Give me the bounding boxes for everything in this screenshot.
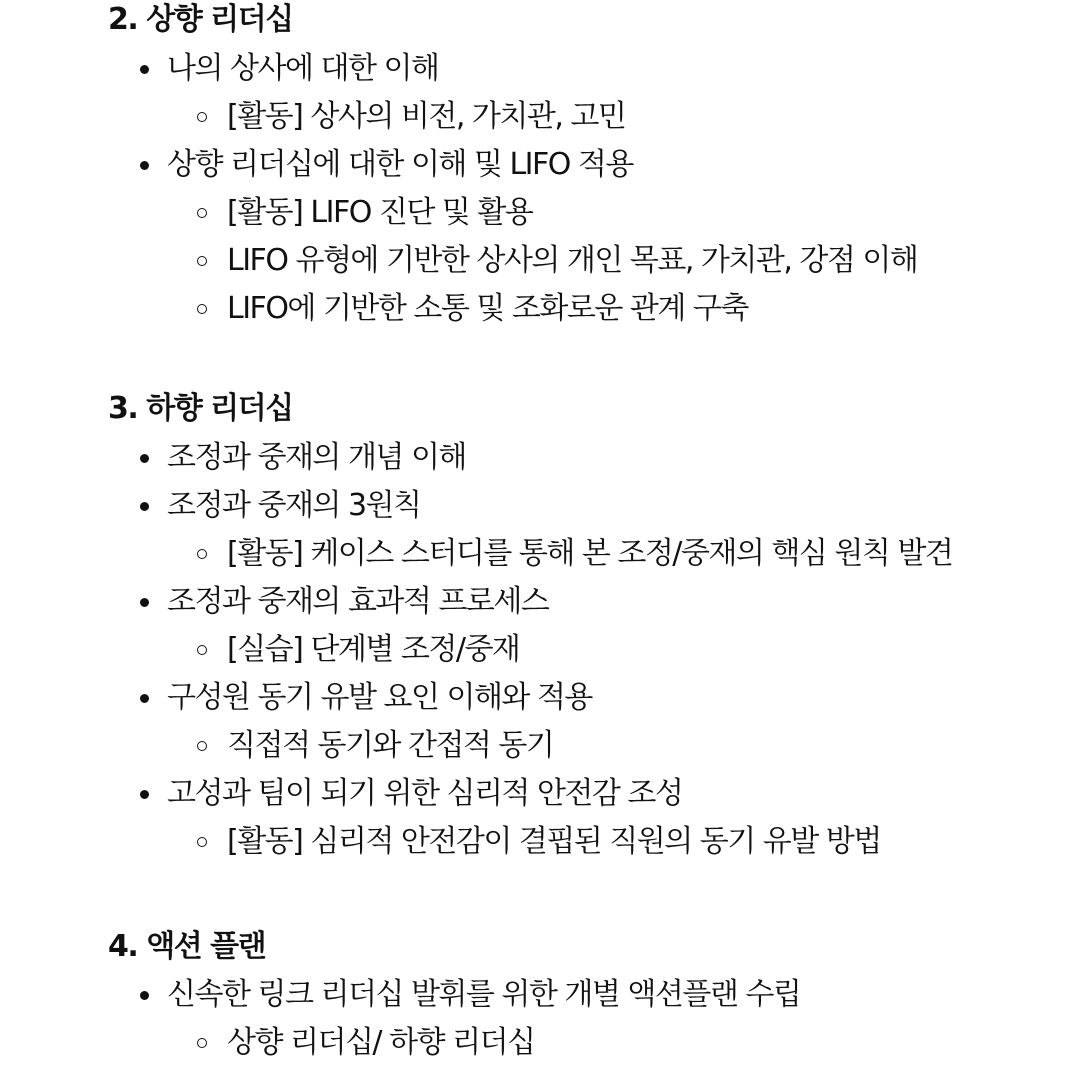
sub-list-item: [실습] 단계별 조정/중재	[227, 630, 519, 670]
list-item: 나의 상사에 대한 이해	[167, 49, 438, 89]
section-title-upward-leadership: 2. 상향 리더십	[108, 2, 293, 37]
sub-list-item: [활동] 심리적 안전감이 결핍된 직원의 동기 유발 방법	[227, 822, 881, 862]
section-title-downward-leadership: 3. 하향 리더십	[108, 391, 293, 426]
section-title-action-plan: 4. 액션 플랜	[108, 929, 266, 964]
sub-list-item: LIFO에 기반한 소통 및 조화로운 관계 구축	[227, 289, 748, 329]
sub-list-item: 직접적 동기와 간접적 동기	[227, 726, 553, 766]
list-item: 상향 리더십에 대한 이해 및 LIFO 적용	[167, 145, 633, 185]
sub-list-item: [활동] 상사의 비전, 가치관, 고민	[227, 97, 625, 137]
sub-list-item: [활동] LIFO 진단 및 활용	[227, 193, 532, 233]
list-item: 조정과 중재의 3원칙	[167, 486, 421, 526]
list-item: 조정과 중재의 개념 이해	[167, 438, 466, 478]
list-item: 구성원 동기 유발 요인 이해와 적용	[167, 678, 592, 718]
list-item: 신속한 링크 리더십 발휘를 위한 개별 액션플랜 수립	[167, 975, 800, 1015]
sub-list-item: 상향 리더십/ 하향 리더십	[227, 1023, 535, 1063]
list-item: 조정과 중재의 효과적 프로세스	[167, 582, 548, 622]
list-item: 고성과 팀이 되기 위한 심리적 안전감 조성	[167, 774, 682, 814]
sub-list-item: LIFO 유형에 기반한 상사의 개인 목표, 가치관, 강점 이해	[227, 241, 917, 281]
sub-list-item: [활동] 케이스 스터디를 통해 본 조정/중재의 핵심 원칙 발견	[227, 534, 952, 574]
